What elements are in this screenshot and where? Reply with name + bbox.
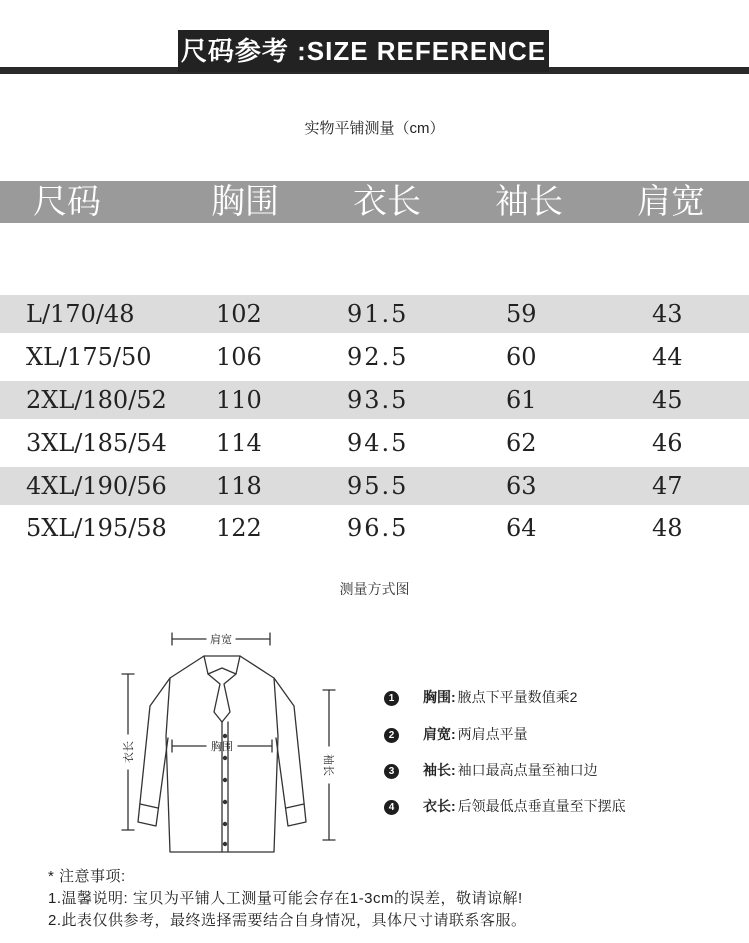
cell-shoulder: 47 (652, 472, 683, 500)
cell-length: 95.5 (347, 472, 409, 500)
header-size: 尺码 (33, 183, 101, 221)
legend-item-sleeve (384, 758, 598, 782)
legend-name: 肩宽: (423, 726, 456, 742)
cell-chest: 114 (216, 429, 262, 457)
legend-name: 袖长: (423, 762, 456, 778)
cell-chest: 118 (216, 472, 262, 500)
legend-name: 胸围: (423, 689, 456, 705)
number-4-icon: 4 (384, 800, 399, 815)
legend-desc: 后领最低点垂直量至下摆底 (457, 798, 626, 814)
cell-chest: 106 (216, 343, 262, 371)
header-length: 衣长 (353, 183, 421, 221)
cell-shoulder: 43 (652, 300, 683, 328)
notes-block (48, 866, 527, 932)
legend-item-length (384, 794, 626, 818)
header-sleeve: 袖长 (495, 183, 563, 221)
notes-heading: * 注意事项: (48, 868, 126, 885)
cell-chest: 110 (216, 386, 262, 414)
header-shoulder: 肩宽 (637, 183, 705, 221)
cell-length: 91.5 (347, 300, 409, 328)
cell-sleeve: 63 (506, 472, 537, 500)
label-sleeve: 袖长 (322, 754, 334, 776)
note-item: 2.此表仅供参考，最终选择需要结合自身情况，具体尺寸请联系客服。 (48, 912, 527, 929)
table-row (0, 467, 749, 505)
diagram-title: 测量方式图 (339, 581, 410, 597)
cell-size: 5XL/195/58 (26, 514, 167, 542)
cell-sleeve: 62 (506, 429, 537, 457)
table-row (0, 295, 749, 333)
label-length: 衣长 (123, 741, 135, 763)
cell-size: L/170/48 (26, 300, 135, 328)
header-chest: 胸围 (211, 183, 279, 221)
legend-desc: 两肩点平量 (457, 726, 528, 742)
shirt-measurement-diagram (112, 626, 352, 862)
table-row (0, 338, 749, 376)
cell-length: 93.5 (347, 386, 409, 414)
label-chest: 胸围 (211, 741, 233, 753)
cell-size: 2XL/180/52 (26, 386, 167, 414)
label-shoulder: 肩宽 (210, 634, 232, 646)
cell-chest: 122 (216, 514, 262, 542)
table-header (0, 181, 749, 223)
cell-sleeve: 59 (506, 300, 537, 328)
table-row (0, 381, 749, 419)
cell-size: 3XL/185/54 (26, 429, 167, 457)
number-3-icon: 3 (384, 764, 399, 779)
cell-shoulder: 45 (652, 386, 683, 414)
number-1-icon: 1 (384, 691, 399, 706)
cell-sleeve: 61 (506, 386, 537, 414)
cell-length: 96.5 (347, 514, 409, 542)
legend-desc: 腋点下平量数值乘2 (457, 689, 578, 705)
cell-sleeve: 60 (506, 343, 537, 371)
cell-shoulder: 48 (652, 514, 683, 542)
legend-name: 衣长: (423, 798, 456, 814)
measure-subtitle: 实物平铺测量（cm） (304, 120, 445, 137)
cell-shoulder: 44 (652, 343, 683, 371)
note-item: 1.温馨说明: 宝贝为平铺人工测量可能会存在1-3cm的误差，敬请谅解! (48, 890, 523, 907)
cell-sleeve: 64 (506, 514, 537, 542)
cell-shoulder: 46 (652, 429, 683, 457)
cell-length: 92.5 (347, 343, 409, 371)
number-2-icon: 2 (384, 728, 399, 743)
cell-size: 4XL/190/56 (26, 472, 167, 500)
table-row (0, 509, 749, 547)
table-row (0, 424, 749, 462)
page-title: 尺码参考 :SIZE REFERENCE (178, 30, 549, 72)
legend-item-shoulder (384, 722, 528, 746)
legend-desc: 袖口最高点量至袖口边 (457, 762, 598, 778)
cell-length: 94.5 (347, 429, 409, 457)
legend-item-chest (384, 685, 577, 709)
cell-chest: 102 (216, 300, 262, 328)
cell-size: XL/175/50 (26, 343, 152, 371)
